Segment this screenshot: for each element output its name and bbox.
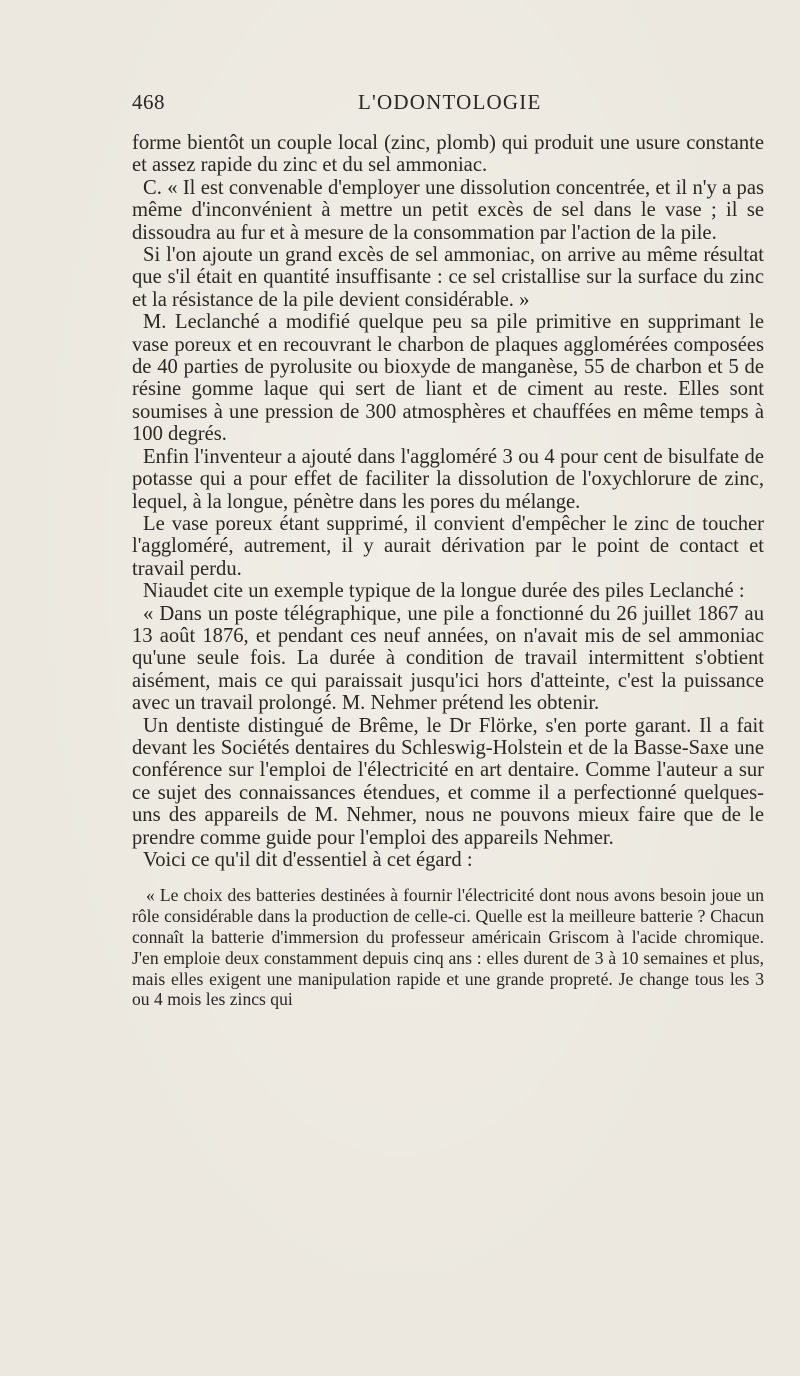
running-head: [132, 90, 764, 128]
paragraph: Niaudet cite un exemple typique de la longue durée des piles Leclanché :: [143, 580, 745, 603]
paragraph: Si l'on ajoute un grand excès de sel ammoniac, on arrive au même résultat que s'il était en quantité insuffisante : ce sel cristallise sur la surface du zinc et la résistance de la pile devient considérable. »: [132, 244, 764, 311]
paragraph: forme bientôt un couple local (zinc, plomb) qui produit une usure constante et assez rapide du zinc et du sel ammoniac.: [132, 132, 764, 177]
body-text: [132, 132, 764, 871]
paragraph: C. « Il est convenable d'employer une dissolution concentrée, et il n'y a pas même d'inconvénient à mettre un petit excès de sel dans le vase ; il se dissoudra au fur et à mesure de la consommation par l'action de la pile.: [132, 176, 764, 244]
paragraph: M. Leclanché a modifié quelque peu sa pile primitive en supprimant le vase poreux et en recouvrant le charbon de plaques agglomérées composées de 40 parties de pyrolusite ou bioxyde de manganèse, 55 de charbon et 5 de résine gomme laque qui sert de liant et de ciment au reste. Elles sont soumises à une pression de 300 atmosphères et chauffées en même temps à 100 degrés.: [132, 311, 764, 446]
paragraph: Voici ce qu'il dit d'essentiel à cet égard :: [143, 849, 473, 871]
paragraph: « Dans un poste télégraphique, une pile a fonctionné du 26 juillet 1867 au 13 août 1876, et pendant ces neuf années, on n'avait mis de sel ammoniac qu'une seule fois. La durée à condition de travail intermittent s'obtient aisément, mais ce qui paraissait jusqu'ici hors d'atteinte, c'est la puissance avec un travail prolongé. M. Nehmer prétend les obtenir.: [132, 602, 764, 715]
paragraph: Un dentiste distingué de Brême, le Dr Flörke, s'en porte garant. Il a fait devant les Sociétés dentaires du Schleswig-Holstein et de la Basse-Saxe une conférence sur l'emploi de l'électricité en art dentaire. Comme l'auteur a sur ce sujet des connaissances étendues, et comme il a perfectionné quelques-uns des appareils de M. Nehmer, nous ne pouvons mieux faire que de le prendre comme guide pour l'emploi des appareils Nehmer.: [132, 714, 764, 849]
paragraph: Le vase poreux étant supprimé, il convient d'empêcher le zinc de toucher l'aggloméré, autrement, il y aurait dérivation par le point de contact et travail perdu.: [132, 512, 764, 580]
quote-paragraph: « Le choix des batteries destinées à fournir l'électricité dont nous avons besoin joue un rôle considérable dans la production de celle-ci. Quelle est la meilleure batterie ? Chacun connaît la batterie d'immersion du professeur américain Griscom à l'acide chromique. J'en emploie deux constamment depuis cinq ans : elles durent de 3 à 10 semaines et plus, mais elles exigent une manipulation rapide et une grande propreté. Je change tous les 3 ou 4 mois les zincs qui: [132, 885, 764, 1010]
quoted-passage: [132, 885, 764, 1010]
page-number: 468: [132, 90, 165, 114]
paragraph: Enfin l'inventeur a ajouté dans l'aggloméré 3 ou 4 pour cent de bisulfate de potasse qui a pour effet de faciliter la dissolution de l'oxychlorure de zinc, lequel, à la longue, pénètre dans les pores du mélange.: [132, 445, 764, 513]
running-title: L'ODONTOLOGIE: [358, 90, 542, 114]
